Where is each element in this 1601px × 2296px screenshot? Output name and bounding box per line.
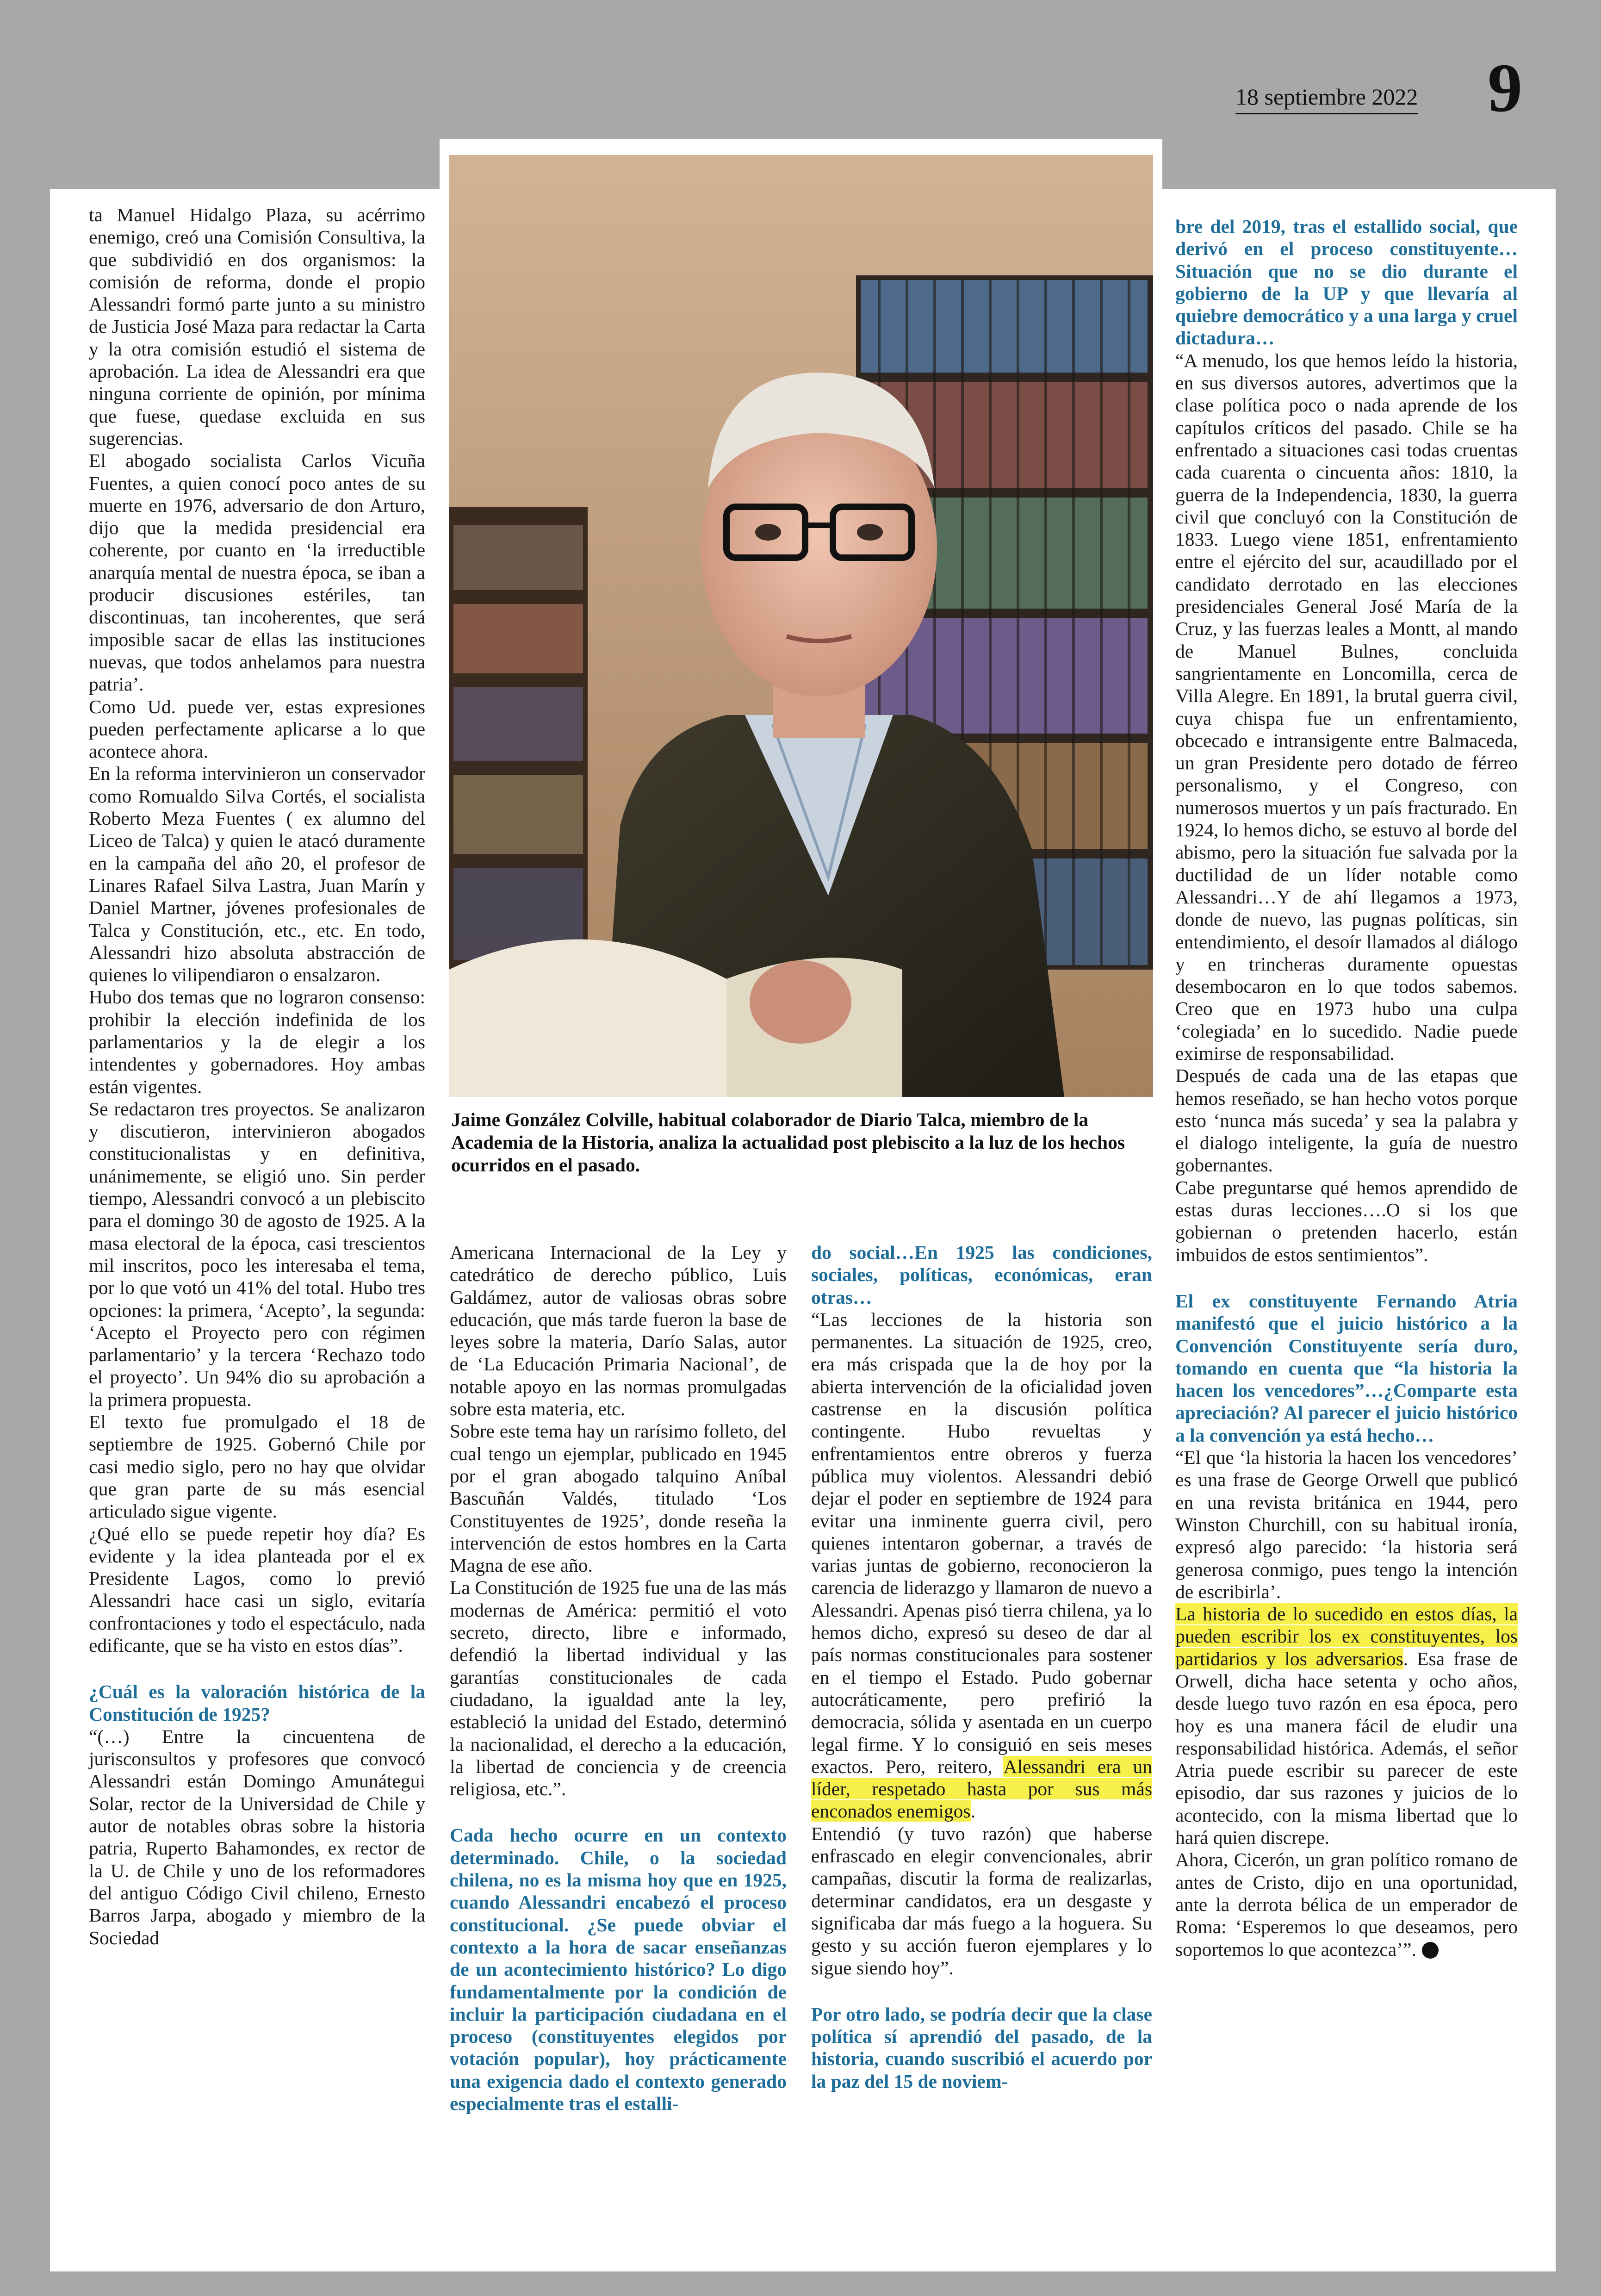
paragraph: Hubo dos temas que no lograron consenso: prohibir la elección indefinida de los parlamentarios y la de elegir a los intendentes y gobernadores. Hoy ambas están vigentes. <box>89 986 425 1097</box>
paragraph: Cabe preguntarse qué hemos aprendido de estas duras lecciones….O si los que gobiernan o pretenden hacerlo, están imbuidos de estos sentimientos”. <box>1175 1176 1518 1265</box>
column-1 <box>89 204 425 1949</box>
paragraph <box>811 1308 1152 1823</box>
interview-question: ¿Cuál es la valoración histórica de la Constitución de 1925? <box>89 1681 425 1725</box>
paragraph: El abogado socialista Carlos Vicuña Fuentes, a quien conocí poco antes de su muerte en 1976, adversario de don Arturo, dijo que la medida presidencial era coherente, por cuanto en ‘la irreductible anarquía mental de nuestra época, se iban a producir discusiones estériles, tan discontinuas, tan incoherentes, que será imposible sacar de ellas las instituciones nuevas, que todos anhelamos para nuestra patria’. <box>89 450 425 695</box>
portrait-photo <box>449 155 1153 1097</box>
paragraph: Como Ud. puede ver, estas expresiones pueden perfectamente aplicarse a lo que acontece ahora. <box>89 696 425 762</box>
photo-caption: Jaime González Colville, habitual colaborador de Diario Talca, miembro de la Academia de la Historia, analiza la actualidad post plebiscito a la luz de los hechos ocurridos en el pasado. <box>451 1109 1125 1176</box>
paragraph-text: “Las lecciones de la historia son permanentes. La situación de 1925, creo, era más crispada que la de hoy por la abierta intervención de la oficialidad joven castrense en la discusión política contingente. Hubo revueltas y enfrentamientos entre obreros y fuerza pública muy violentos. Alessandri debió dejar el poder en septiembre de 1924 para evitar una inminente guerra civil, pero quienes intentaron gobernar, a través de varias juntas de gobierno, reconocieron la carencia de liderazgo y llamaron de nuevo a Alessandri. Apenas pisó tierra chilena, ya lo hemos dicho, expresó su deseo de dar al país normas constitucionales para sostener en el tiempo el Estado. Pudo gobernar autocráticamente, pero prefirió la democracia, sólida y asentada en un cuerpo legal firme. Y lo consiguió en seis meses exactos. Pero, reitero, <box>811 1308 1152 1777</box>
paragraph: El texto fue promulgado el 18 de septiembre de 1925. Gobernó Chile por casi medio siglo, pero no hay que olvidar que gran parte de su más esencial articulado sigue vigente. <box>89 1411 425 1522</box>
paragraph: ta Manuel Hidalgo Plaza, su acérrimo enemigo, creó una Comisión Consultiva, la que subdividió en dos organismos: la comisión de reforma, donde el propio Alessandri formó parte junto a su ministro de Justicia José Maza para redactar la Carta y la otra comisión estudió el sistema de aprobación. La idea de Alessandri era que ninguna corriente de opinión, por mínima que fuese, quedase excluida en sus sugerencias. <box>89 204 425 449</box>
paragraph: En la reforma intervinieron un conservador como Romualdo Silva Cortés, el socialista Roberto Meza Fuentes ( ex alumno del Liceo de Talca) y quien le atacó duramente en la campaña del año 20, el profesor de Linares Rafael Silva Lastra, Juan Marín y Daniel Martner, jóvenes profesionales de Talca y Constitución, etc., etc. En todo, Alessandri hizo absoluta abstracción de quienes lo vilipendiaron o ensalzaron. <box>89 763 425 986</box>
paragraph: “El que ‘la historia la hacen los vencedores’ es una frase de George Orwell que publicó en una revista británica en 1944, pero Winston Churchill, con su habitual ironía, expresó algo parecido: ‘la historia será generosa conmigo, pues tengo la intención de escribirla’. <box>1175 1447 1518 1602</box>
paragraph: Sobre este tema hay un rarísimo folleto, del cual tengo un ejemplar, publicado en 1945 por el gran abogado talquino Aníbal Bascuñán Valdés, titulado ‘Los Constituyentes de 1925’, donde reseña la intervención de estos hombres en la Carta Magna de ese año. <box>450 1420 787 1576</box>
interview-question: do social…En 1925 las condiciones, sociales, políticas, económicas, eran otras… <box>811 1242 1152 1308</box>
column-3 <box>811 1241 1152 2092</box>
column-4 <box>1175 215 1518 1960</box>
end-of-article-bullet <box>1422 1942 1439 1959</box>
paragraph: ¿Qué ello se puede repetir hoy día? Es evidente y la idea planteada por el ex Presidente Lagos, como lo previó Alessandri hace casi un siglo, evitaría confrontaciones y todo el espectáculo, nada edificante, que se ha visto en estos días”. <box>89 1523 425 1656</box>
paragraph: Se redactaron tres proyectos. Se analizaron y discutieron, intervinieron abogados constitucionalistas y en definitiva, unánimemente, se eligió uno. Sin perder tiempo, Alessandri convocó a un plebiscito para el domingo 30 de agosto de 1925. A la masa electoral de la época, casi trescientos mil inscritos, poco les interesaba el tema, por lo que votó un 41% del total. Hubo tres opciones: la primera, ‘Acepto’, la segunda: ‘Acepto el Proyecto pero con régimen parlamentario’ y la tercera ‘Rechazo todo el proyecto’. Un 94% dio su aprobación a la primera propuesta. <box>89 1098 425 1410</box>
highlighted-text: La historia de lo sucedido en estos días, la pueden escribir los ex constituyentes, los partidarios y los adversarios <box>1175 1603 1518 1669</box>
paragraph <box>1175 1848 1518 1960</box>
paragraph: Americana Internacional de la Ley y catedrático de derecho público, Luis Galdámez, autor de valiosas obras sobre educación, que más tarde fueron la base de leyes sobre la materia, Darío Salas, autor de ‘La Educación Primaria Nacional’, de notable apoyo en las normas promulgadas sobre esta materia, etc. <box>450 1242 787 1420</box>
interview-question: El ex constituyente Fernando Atria manifestó que el juicio histórico a la Convención Constituyente sería duro, tomando en cuenta que “la historia la hacen los vencedores”…¿Comparte esta apreciación? Al parecer el juicio histórico a la convención ya está hecho… <box>1175 1290 1518 1446</box>
portrait-illustration <box>449 155 1153 1097</box>
interview-question: bre del 2019, tras el estallido social, que derivó en el proceso constituyente…Situación que no se dio durante el gobierno de la UP y que llevaría al quiebre democrático y a una larga y cruel dictadura… <box>1175 216 1518 349</box>
column-2 <box>450 1241 787 2115</box>
issue-date: 18 septiembre 2022 <box>1235 83 1418 114</box>
paragraph <box>1175 1603 1518 1848</box>
paragraph: Entendió (y tuvo razón) que haberse enfrascado en elegir convencionales, abrir campañas, discutir la forma de realizarlas, determinar candidatos, era un desgaste y significaba dar más fuego a la hoguera. Su gesto y su acción fueron ejemplares y lo sigue siendo hoy”. <box>811 1823 1152 1979</box>
paragraph: Después de cada una de las etapas que hemos reseñado, se han hecho votos porque esto ‘nunca más suceda’ y sea la palabra y el dialogo inteligente, la guía de nuestro gobernantes. <box>1175 1065 1518 1176</box>
paragraph-text: . Esa frase de Orwell, dicha hace setenta y ocho años, desde luego tuvo razón en esa época, pero hoy es una manera fácil de eludir una responsabilidad histórica. Además, el señor Atria puede escribir su parecer de este episodio, dar sus razones y juicios de lo acontecido, con la misma libertad que lo hará quien discrepe. <box>1175 1648 1518 1848</box>
highlighted-text: Alessandri era un líder, respetado hasta por sus más enconados enemigos <box>811 1755 1152 1822</box>
paragraph: La Constitución de 1925 fue una de las más modernas de América: permitió el voto secreto, directo, libre e informado, defendió la libertad individual y las garantías constitucionales de cada ciudadano, la igualdad ante la ley, estableció la unidad del Estado, determinó la nacionalidad, el derecho a la educación, la libertad de conciencia y de creencia religiosa, etc.”. <box>450 1577 787 1800</box>
paragraph: “A menudo, los que hemos leído la historia, en sus diversos autores, advertimos que la clase política poco o nada aprende de los capítulos críticos del pasado. Chile se ha enfrentado a situaciones casi todas cruentas cada cuarenta o cincuenta años: 1810, la guerra de la Independencia, 1830, la guerra civil que concluyó con la Constitución de 1833. Luego viene 1851, enfrentamiento entre el ejército del sur, acaudillado por el candidato derrotado en las elecciones presidenciales General José María de la Cruz, y las fuerzas leales a Montt, al mando de Manuel Bulnes, concluida sangrientamente en Loncomilla, cerca de Villa Alegre. En 1891, la brutal guerra civil, cuya chispa fue un enfrentamiento, obcecado e intransigente entre Balmaceda, un gran Presidente pero dotado de férreo personalismo, y el Congreso, con numerosos muertos y un país fracturado. En 1924, lo hemos dicho, se estuvo al borde del abismo, pero la situación fue salvada por la ductilidad de un líder notable como Alessandri…Y de ahí llegamos a 1973, donde de nuevo, las pugnas políticas, sin entendimiento, el desoír llamados al diálogo y en trincheras duramente opuestas desembocaron en lo que todos sabemos. Creo que en 1973 hubo una culpa ‘colegiada’ en lo sucedido. Nadie puede eximirse de responsabilidad. <box>1175 349 1518 1064</box>
page-number: 9 <box>1488 50 1522 126</box>
interview-question: Cada hecho ocurre en un contexto determinado. Chile, o la sociedad chilena, no es la misma hoy que en 1925, cuando Alessandri encabezó el proceso constitucional. ¿Se puede obviar el contexto a la hora de sacar enseñanzas de un acontecimiento histórico? Lo digo fundamentalmente por la condición de incluir la participación ciudadana en el proceso (constituyentes elegidos por votación popular), hoy prácticamente una exigencia dado el contexto generado especialmente tras el estalli- <box>450 1824 787 2114</box>
paragraph: “(…) Entre la cincuentena de jurisconsultos y profesores que convocó Alessandri están Domingo Amunátegui Solar, rector de la Universidad de Chile y autor de notables obras sobre la historia patria, Ruperto Bahamondes, ex rector de la U. de Chile y uno de los reformadores del antiguo Código Civil chileno, Ernesto Barros Jarpa, abogado y miembro de la Sociedad <box>89 1725 425 1948</box>
paragraph-text: Ahora, Cicerón, un gran político romano de antes de Cristo, dijo en una oportunidad, ante la derrota bélica de un emperador de Roma: ‘Esperemos lo que deseamos, pero soportemos lo que acontezca’”. <box>1175 1849 1518 1960</box>
paragraph-text: . <box>970 1800 975 1822</box>
interview-question: Por otro lado, se podría decir que la clase política sí aprendió del pasado, de la historia, cuando suscribió el acuerdo por la paz del 15 de noviem- <box>811 2003 1152 2092</box>
